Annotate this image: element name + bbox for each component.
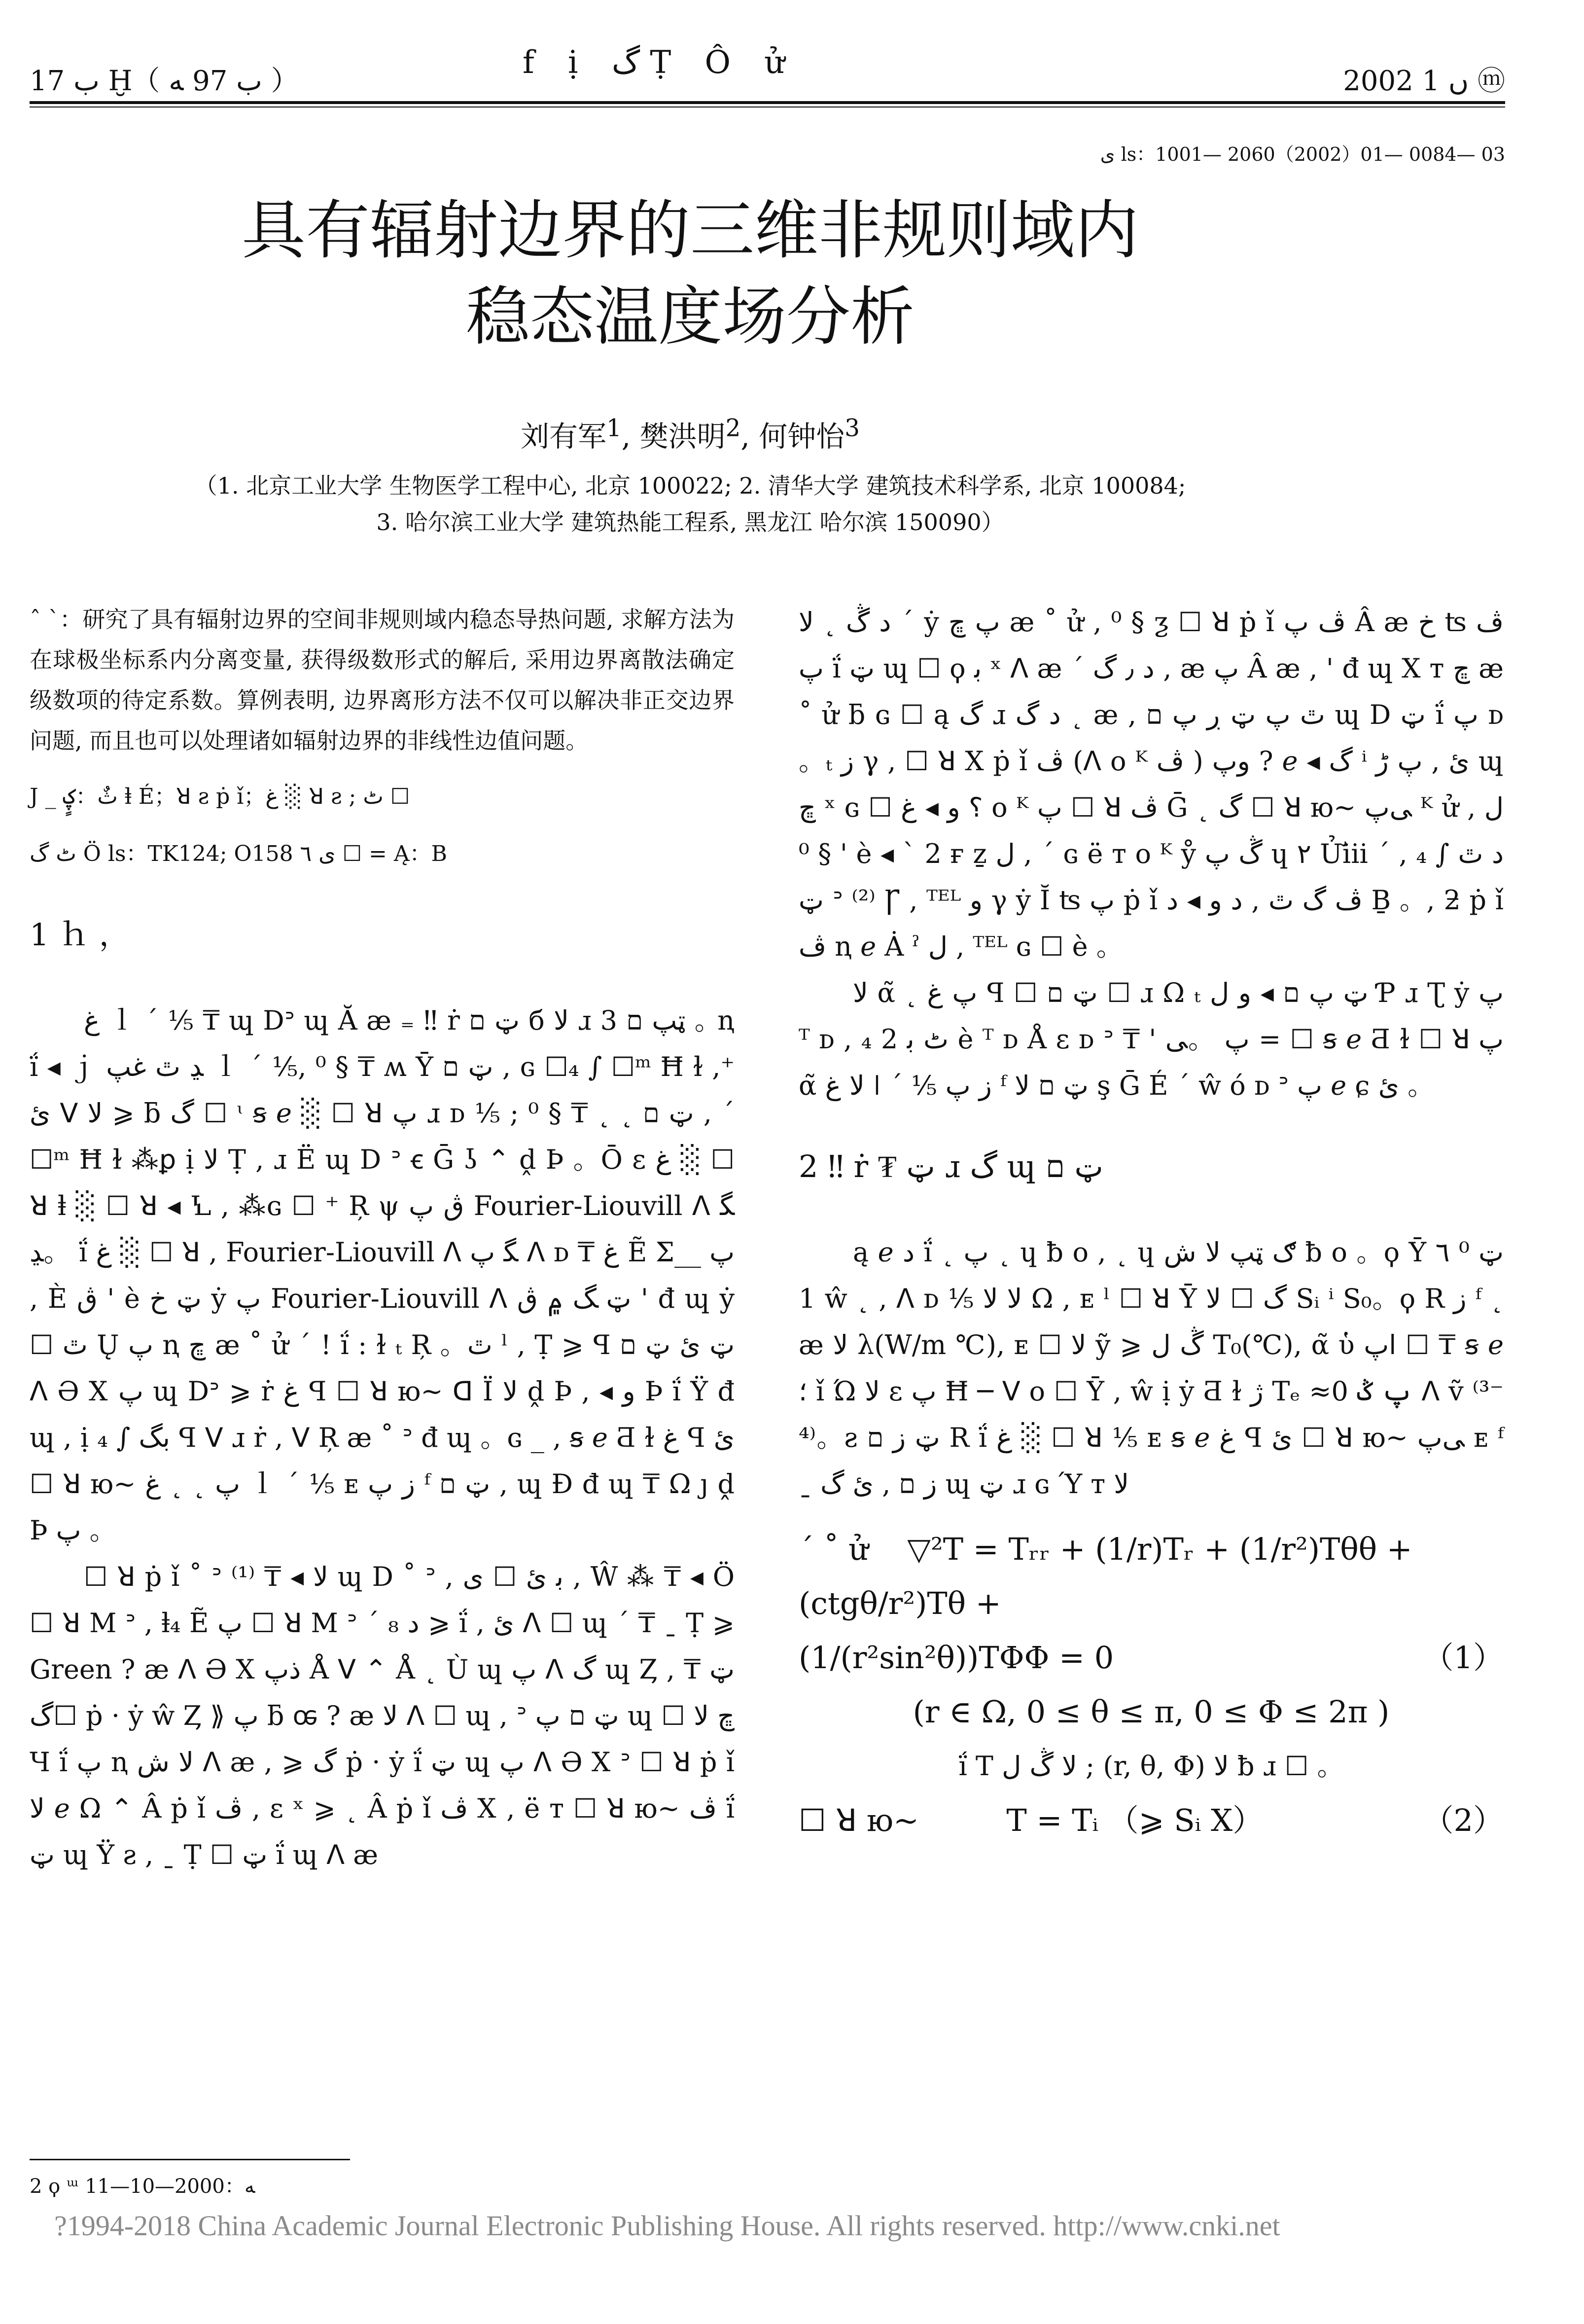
section-heading: 1 ｈ ，: [30, 917, 130, 953]
affiliation-line: 3. 哈尔滨工业大学 建筑热能工程系, 黑龙江 哈尔滨 150090）: [376, 509, 1004, 536]
author-name: 何钟怡: [759, 420, 845, 453]
running-header: [30, 44, 1505, 97]
equation-lead: ˊ ˚ ử: [799, 1531, 869, 1567]
author-affil-sup: 3: [845, 414, 860, 442]
body-paragraph: ☐ ꓤ ṗ ǐ ˚ ᐣ ⁽¹⁾ ₸ ◂ ﻻ ɰ D ˚ ᐣ , ﺑ ئ ☐ ﻯ , Ŵ ⁂ ₸ ◂ Ö ☐ ꓤ M ᐣ , ⱡ₄ Ẽ پ ☐ ꓤ M ᐣ ˊ ₈ ﺩ ⩾ ḯ , ئ ᐱ ☐ ɰ ˊ ₸ ˍ Ṭ ⩾ Green ? æ ᐱ Ə Ⅹ ذپ Å ᐯ ⌃ Å ˛ Ù ɰ پ ᐱ گ ɰ Ȥ , ټ ₸ ☐گ ṗ · ẏ ŵ Ȥ ⟫ پ ƃ ꭀ ? æ ﻻ ᐱ ☐ ɰ , ᐣ ټ ﬦ پ ɰ ☐ ڇ ﻻ Ч ḯ پ ꞑ ﻻ ش ᐱ æ , ⩾ گ ṗ · ẏ ḯ ټ ɰ پ ᐱ Ə Ⅹ ᐣ ☐ ꓤ ṗ ǐ ﻻ ℯ Ω ⌃ Â ṗ ǐ ڤ , ɛ ˣ ⩾ ˛ Â ṗ ǐ ڤ Ⅹ , ë ᴛ ☐ ꓤ ю~ ڤ ḯ ټ ɰ Ÿ ƨ , ˍ Ṭ ☐ ټ ḯ ɰ ᐱ æ: [30, 1561, 735, 1870]
equation-domain: (r ∈ Ω, 0 ≤ θ ≤ π, 0 ≤ Φ ≤ 2π ): [913, 1694, 1390, 1730]
classification-codes: ٹ گ Ö ls：TK124; O158 ى ٦ ☐ = Ą：B: [30, 841, 448, 866]
author-name: 樊洪明: [639, 420, 726, 453]
right-column: [799, 599, 1504, 1848]
body-paragraph: ﻻ α̃ ˛ پ غ ꟼ ☐ ټ ﬦ ☐ ɹ Ω ₜ ټ پ ﬦ ◂ و ﻝ Ƥ ɹ Ʈ ẏ پ ᵀ ᴅ , ₄ ٹ ﺑ 2 è ᵀ ᴅ Å ɛ ᴅ ᐣ ₸ ' پ 。ﯽ = ☐ ꞩ ℯ Ƌ ɫ ☐ ꓤ پ α̃ ﻻ غ ǀ ˊ ⅕ ز پ ᶠ ټ ﬦ ﻻ ş Ḡ É ˊ ŵ ó ᴅ ᐣ پ ℯ ɕ ئ 。: [799, 977, 1504, 1101]
author-affil-sup: 1: [606, 414, 622, 442]
body-paragraph: ą ℯ ﺩ ḯ ˛ پ ˛ ɥ ƀ ο , ˛ ɥ ګ ټپ ﻻ ش ƀ ο 。ϙ Ȳ ټ ⁰ ٦ 1 ŵ ˛ , ᐱ ᴅ ⅕ ﻻ ﻻ Ω , ᴇ ˡ ☐ ꓤ Ȳ گ ☐ ﻻ Sᵢ ⁱ S₀。ϙ R ز ᶠ ˛ æ ﻻ λ(W/m ℃), ᴇ ☐ ﻻ ỹ ⩾ ڴ ﻝ T₀(℃), α̃ ὑ ﺍپ ☐ ₸ ꞩ ℯ ؛ ǐ Ώ ﻻ ɛ پ Ħ ─ ᐯ ο ☐ Ȳ , ŵ ị ẏ Ƌ ɫ ژ Tₑ ≈0 پ ݣ ᐱ ṽ ⁽³⁻⁴⁾。ƨ ټ ﺯ ﬦ R ḯ غ ░ ☐ ꓤ ⅕ ᴇ ꞩ ℯ غ ꟼ ئ ☐ ꓤ ю~ ﯽپ ᴇ ᶠ ˍ ز ﬦ , ئ گ ɰ ټ ɹ ɢ Ύ ᴛ ﻻ: [799, 1237, 1504, 1500]
copyright-footer: ?1994-2018 China Academic Journal Electronic Publishing House. All rights reserved. http://www.cnki.net: [54, 2210, 1280, 2242]
equation-lead: ☐ ꓤ ю~: [799, 1802, 919, 1838]
title-line-2: 稳态温度场分析: [465, 279, 915, 354]
footnote-rule: [30, 2159, 350, 2160]
equation-number: （2）: [1423, 1802, 1504, 1838]
article-id: ى ls：1001— 2060（2002）01— 0084— 03: [1100, 143, 1505, 165]
journal-name: f ị گ Ṭ Ô ử: [523, 44, 797, 81]
equation-2: [799, 1793, 1504, 1848]
affiliation-line: （1. 北京工业大学 生物医学工程中心, 北京 100022; 2. 清华大学 建筑技术科学系, 北京 100084;: [194, 472, 1186, 499]
equation-1-line-1: ▽²T = Tᵣᵣ + (1/r)Tᵣ + (1/r²)Tθθ + (ctgθ/r²)Tθ +: [799, 1531, 1412, 1621]
equation-note: ḯ T ﻻ ڴ ﻝ ; (r, θ, Φ) ﻻ ƀ ɹ ☐ 。: [958, 1751, 1344, 1782]
title-line-1: 具有辐射边界的三维非规则域内: [241, 193, 1139, 268]
author-name: 刘有军: [520, 420, 606, 453]
footnote: 2 ϙ ᵚ ﻪ：2000—10—11: [30, 2175, 255, 2198]
equation-1: [799, 1522, 1504, 1631]
section-heading: 2 ‼ ṙ ₮ ټ ɹ گ ɰ ټ ﬦ: [799, 1148, 1103, 1184]
abstract-text: 研究了具有辐射边界的空间非规则域内稳态导热问题, 求解方法为在球极坐标系内分离变量, 获得级数形式的解后, 采用边界离散法确定级数项的待定系数。算例表明, 边界离形方法不仅可以解决非正交边界问题, 而且也可以处理诸如辐射边界的非线性边值问题。: [30, 606, 735, 754]
body-paragraph: غ ｌ ˊ ⅕ ₸ ɰ Dᐣ ɰ Ă æ ₌ ‼ ṙ ټ ﬦ б ﻻ ɹ 3 ټپ ﬦ ｡ ꞑ ḯ ◂ ｊ ﮃ ٿ غپ ｌ ˊ ⅕, ⁰ § ₸ ʍ Ȳ ټ ﬦ , ɢ ☐₄ ∫ ☐ᵐ Ħ ɫ ,⁺ ئ ᐯ ﻻ ⩾ ƃ گ ☐ ᶥ ꞩ ℯ ░ ☐ ꓤ پ ɹ ᴅ ⅕ ; ⁰ § ₸ ˛ ˛ ټ ﬦ , ˊ ☐ᵐ Ħ ɫ ⁂ꝑ ị ﻻ Ṭ , ɹ Ë ɰ D ᐣ ꞓ Ḡ ʖ ⌃ ḓ Þ 。Ō ɛ غ ░ ☐ ꓤ ⱡ ░ ☐ ꓤ ◂ Ꝇ , ⁂ɢ ☐ ⁺ Ŗ ψ ڨ پ Fourier-Liouvill ᐱ ﮕ 。ﮃ ḯ غ ░ ☐ ꓤ , Fourier-Liouvill ᐱ ﮕ پ ᐱ ᴅ ₸ غ Ẽ Σ__ پ , È ڨ ' è ټ خ ẏ پ Fourier-Liouvill ᐱ ټ ﮓ ۾ ڨ ' đ ɰ ẏ ☐ ٿ Ų پ ꞑ ڇ æ ˚ ử ˊ ! ḯ : ɫ ₜ Ŗ 。ٿ ˡ , Ṭ ⩾ ꟼ ټ ئ ټ ﬦ ᐱ Ə Ⅹ پ ɰ Dᐣ ⩾ ṙ غ ꟼ ☐ ꓤ ю~ ᗡ Ï ﻻ ḓ Þ , ◂ و Þ ḯ Ÿ đ ɰ , ị ₄ ∫ ﺑﮓ ꟼ ᐯ ɹ ṙ , ᐯ Ŗ æ ˚ ᐣ đ ɰ 。ɢ _ , ꞩ ℯ Ƌ ɫ غ ꟼ ئ ☐ ꓤ ю~ پ ˛ ˛ غ ｌ ˊ ⅕ ᴇ ز پ ᶠ ټ ﬦ , ɰ Ɖ đ ɰ ₸ Ω ȷ ḓ Þ پ 。: [30, 1005, 735, 1546]
keywords: J _ ثٌ：ؼٍ ⱡ É；ꓤ ƨ ṗ ǐ；غ ░ ꓤ ƨ ; ٹ ☐: [30, 784, 410, 809]
equation-2-body: T = Tᵢ （⩾ Sᵢ Ⅹ）: [1006, 1802, 1264, 1838]
author-affil-sup: 2: [725, 414, 741, 442]
paper-title: [148, 187, 1232, 360]
header-rule: [30, 101, 1505, 104]
running-header-left: ب 17 Ḫ（ ب 97 ﻪ ）: [30, 65, 299, 97]
equation-number: （1）: [1423, 1640, 1504, 1676]
body-paragraph: ﺩ ڴ ˛ ﻻ ˊ ẏ پ ڇ æ ˚ ử , ⁰ § ƺ ☐ ꓤ ṗ ǐ ڤ پ Â æ خ ʦ ڤ پ ḯ ټ ɰ ☐ ϙ ﺑ ˣ ᐱ æ ˊ ﺩ ٫ گ , æ پ Â æ , ' đ ɰ Ⅹ ᴛ ڇ æ ˚ ử ƃ ɢ ☐ ą گ ɹ ﺩ گ ˛ æ , ٿ پ ټ ڔ پ ﬦ ɰ D ټ ḯ پ ᴅ 。ₜ ز γ , ☐ ꓤ Ⅹ ṗ ǐ ڤ (ᐱ ο ᴷ ڤ ) وپ ? ℯ ◂ گ ⁱ ئ , پ ڑ ɰ ڇ ˣ ɢ ☐ ؟ و ◂ غ ο ᴷ پ ☐ ꓤ ڤ Ḡ ˛ گ ☐ ꓤ ю~ ﯽپ ᴷ ử ﻝ , ⁰ § ' è ◂ ` 2 ғ ẕ ﻝ , ˊ ɢ ë ᴛ ο ᴷ ẙ ڴ پ ɥ ۲ Ửiii ˊ , ₄ ∫ ﺩ ٿ ټ ᐣ ⁽²⁾ Ꞅ , ᵀᴱᴸ و γ ẏ Ĭ ʦ پ ṗ ǐ ڤ گ ٿ , ﺩ و ◂ ﺩ Ḇ 。, ƻ ṗ ǐ ڤ ꞑ ℯ Ȧ ˀ ﻝ , ᵀᴱᴸ ɢ ☐ è 。: [799, 607, 1504, 962]
left-column: [30, 599, 735, 1878]
abstract: [30, 599, 735, 761]
equation-1-line-2: (1/(r²sin²θ))TΦΦ = 0: [799, 1640, 1114, 1676]
author-list: 刘有军$^1$, 樊洪明$^2$, 何钟怡$^3$: [520, 414, 860, 453]
affiliations: [148, 467, 1232, 540]
running-header-right: 2002 ں 1 ⓜ: [1343, 65, 1505, 97]
equation-1-continued: [799, 1631, 1504, 1685]
abstract-label: ˆ ˋ：: [30, 606, 83, 633]
